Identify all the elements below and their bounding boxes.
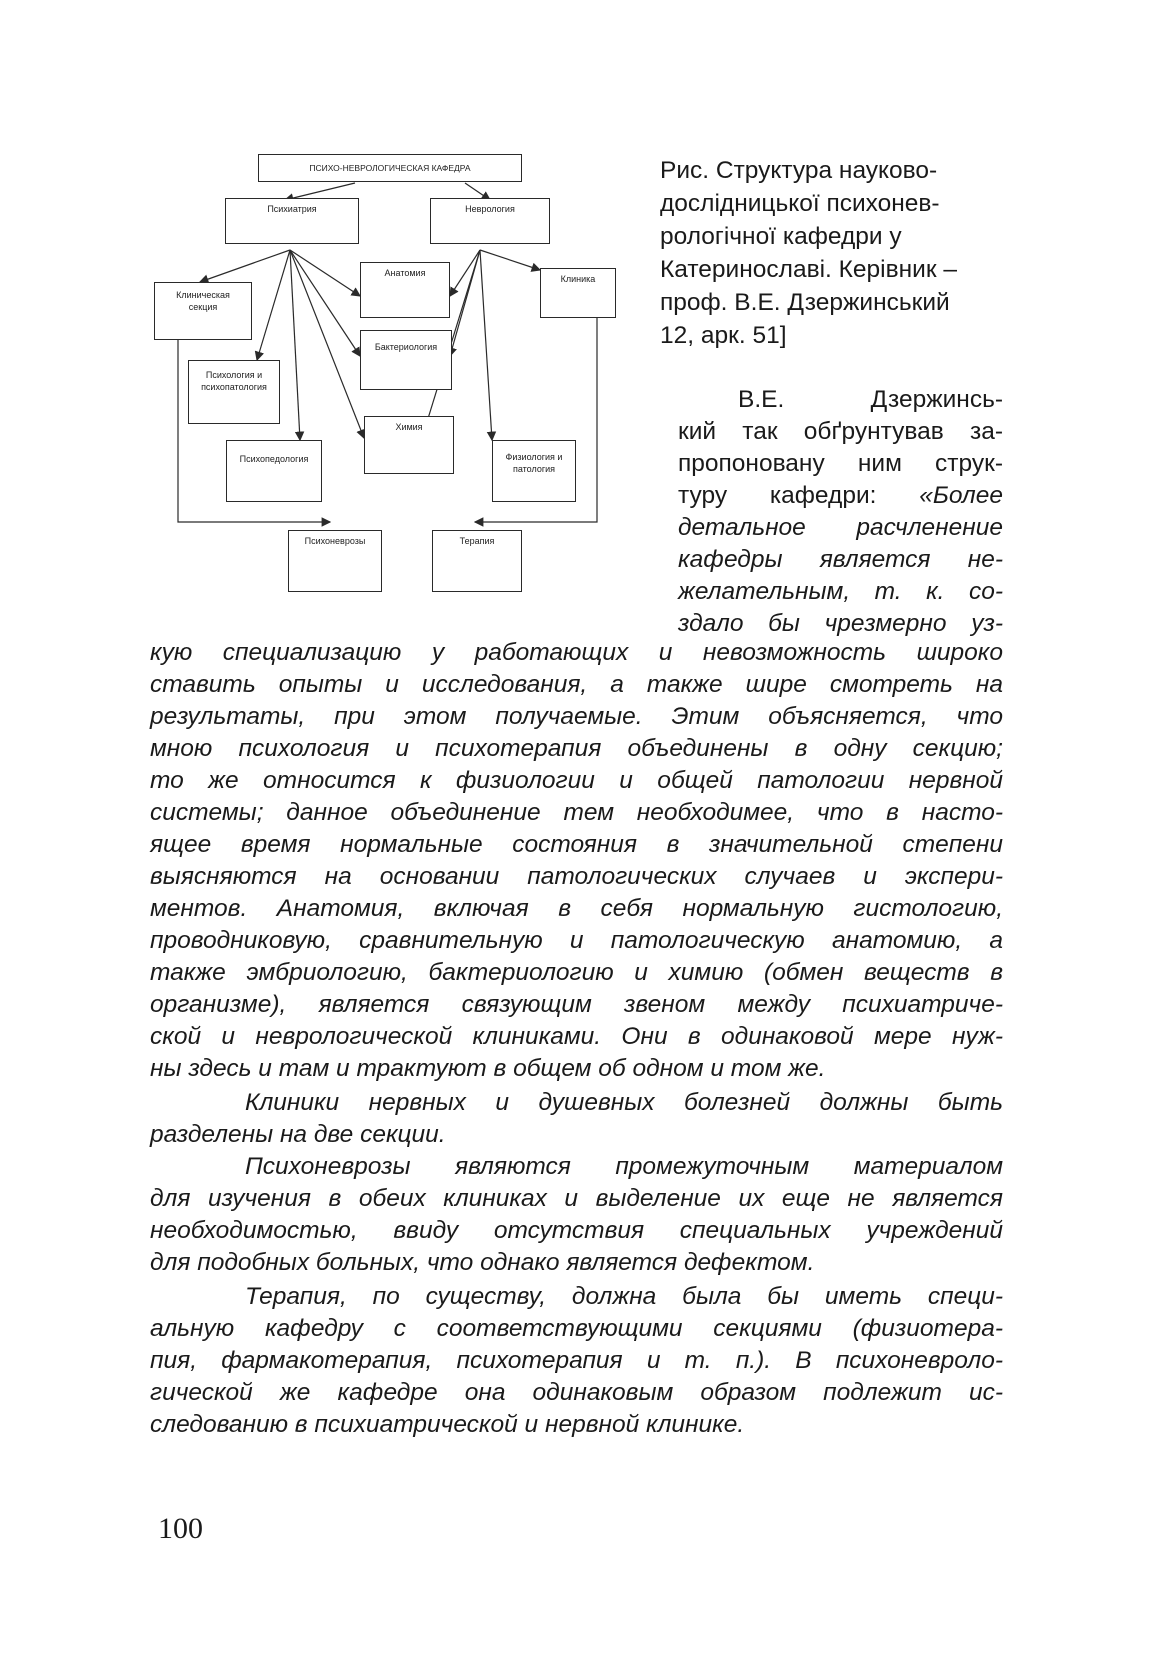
text-line: пия, фармакотерапия, психотерапия и т. п.). В психоневроло- xyxy=(150,1347,1003,1374)
text-line: следованию в психиатрической и нервной клинике. xyxy=(150,1411,745,1438)
text-line: разделены на две секции. xyxy=(150,1121,446,1148)
text-line: также эмбриологию, бактериологию и химию (обмен веществ в xyxy=(150,959,1003,986)
text-line: мною психология и психотерапия объединены в одну секцию; xyxy=(150,735,1003,762)
psychoneuroses-paragraph xyxy=(150,1151,1003,1279)
diagram-box-psychology: Психология и психопатология xyxy=(188,360,280,424)
text-line: ящее время нормальные состояния в значительной степени xyxy=(150,831,1003,858)
diagram-box-psychiatry: Психиатрия xyxy=(225,198,359,244)
text-line: организме), является связующим звеном между психиатриче- xyxy=(150,991,1003,1018)
text-line: Клиники нервных и душевных болезней должны быть xyxy=(245,1089,1003,1116)
text-line: результаты, при этом получаемые. Этим объясняется, что xyxy=(150,703,1003,730)
text-line: ставить опыты и исследования, а также шире смотреть на xyxy=(150,671,1003,698)
text-line: ментов. Анатомия, включая в себя нормальную гистологию, xyxy=(150,895,1003,922)
page-number: 100 xyxy=(158,1512,203,1545)
figure-caption xyxy=(660,154,1005,352)
diagram-box-physiology: Физиология и патология xyxy=(492,440,576,502)
department-structure-diagram xyxy=(150,150,650,630)
text-line: пропоновану ним струк- xyxy=(678,450,1003,477)
caption-line: проф. В.Е. Дзержинський xyxy=(660,289,950,316)
text-line: альную кафедру с соответствующими секциями (физиотера- xyxy=(150,1315,1003,1342)
diagram-box-top: ПСИХО-НЕВРОЛОГИЧЕСКАЯ КАФЕДРА xyxy=(258,154,522,182)
clinics-paragraph xyxy=(150,1087,1003,1151)
text-line xyxy=(678,480,1003,512)
text-line: то же относится к физиологии и общей патологии нервной xyxy=(150,767,1003,794)
text-line: кий так обґрунтував за- xyxy=(678,418,1003,445)
caption-line: 12, арк. 51] xyxy=(660,322,787,349)
diagram-box-clinical-section: Клиническая секция xyxy=(154,282,252,340)
therapy-paragraph xyxy=(150,1281,1003,1441)
text-line: кафедры является не- xyxy=(678,546,1003,573)
diagram-box-psychoneuroses: Психоневрозы xyxy=(288,530,382,592)
text-line: для изучения в обеих клиниках и выделение их еще не является xyxy=(150,1185,1003,1212)
diagram-box-neurology: Неврология xyxy=(430,198,550,244)
caption-line: Рис. Структура науково- xyxy=(660,157,938,184)
quote-start: «Более xyxy=(919,482,1003,509)
text-line: желательным, т. к. со- xyxy=(678,578,1003,605)
diagram-box-anatomy: Анатомия xyxy=(360,262,450,318)
text-line: проводниковую, сравнительную и патологическую анатомию, а xyxy=(150,927,1003,954)
text-line: гической же кафедре она одинаковым образом подлежит ис- xyxy=(150,1379,1003,1406)
intro-paragraph xyxy=(678,384,1003,640)
diagram-box-chemistry: Химия xyxy=(364,416,454,474)
text-line: Психоневрозы являются промежуточным материалом xyxy=(245,1153,1003,1180)
text-line: ской и неврологической клиниками. Они в одинаковой мере нуж- xyxy=(150,1023,1003,1050)
diagram-box-clinic: Клиника xyxy=(540,268,616,318)
caption-line: дослідницької психонев- xyxy=(660,190,940,217)
diagram-box-bacteriology: Бактериология xyxy=(360,330,452,390)
text-line: детальное расчленение xyxy=(678,514,1003,541)
text-line: ны здесь и там и трактуют в общем об одном и том же. xyxy=(150,1055,826,1082)
text-line: Терапия, по существу, должна была бы иметь специ- xyxy=(245,1283,1003,1310)
diagram-box-therapy: Терапия xyxy=(432,530,522,592)
caption-line: Катеринославі. Керівник – xyxy=(660,256,957,283)
caption-line: рологічної кафедри у xyxy=(660,223,902,250)
text-line: для подобных больных, что однако является дефектом. xyxy=(150,1249,815,1276)
text-line: необходимостью, ввиду отсутствия специальных учреждений xyxy=(150,1217,1003,1244)
diagram-box-psychopedology: Психопедология xyxy=(226,440,322,502)
text-line: здало бы чрезмерно уз- xyxy=(678,610,1003,637)
text-line: кую специализацию у работающих и невозможность широко xyxy=(150,639,1003,666)
text-plain: туру кафедри: xyxy=(678,482,920,509)
quote-paragraph xyxy=(150,637,1003,1085)
text-line: В.Е. Дзержинсь- xyxy=(738,386,1003,413)
text-line: выясняются на основании патологических случаев и экспери- xyxy=(150,863,1003,890)
text-line: системы; данное объединение тем необходимее, что в насто- xyxy=(150,799,1003,826)
